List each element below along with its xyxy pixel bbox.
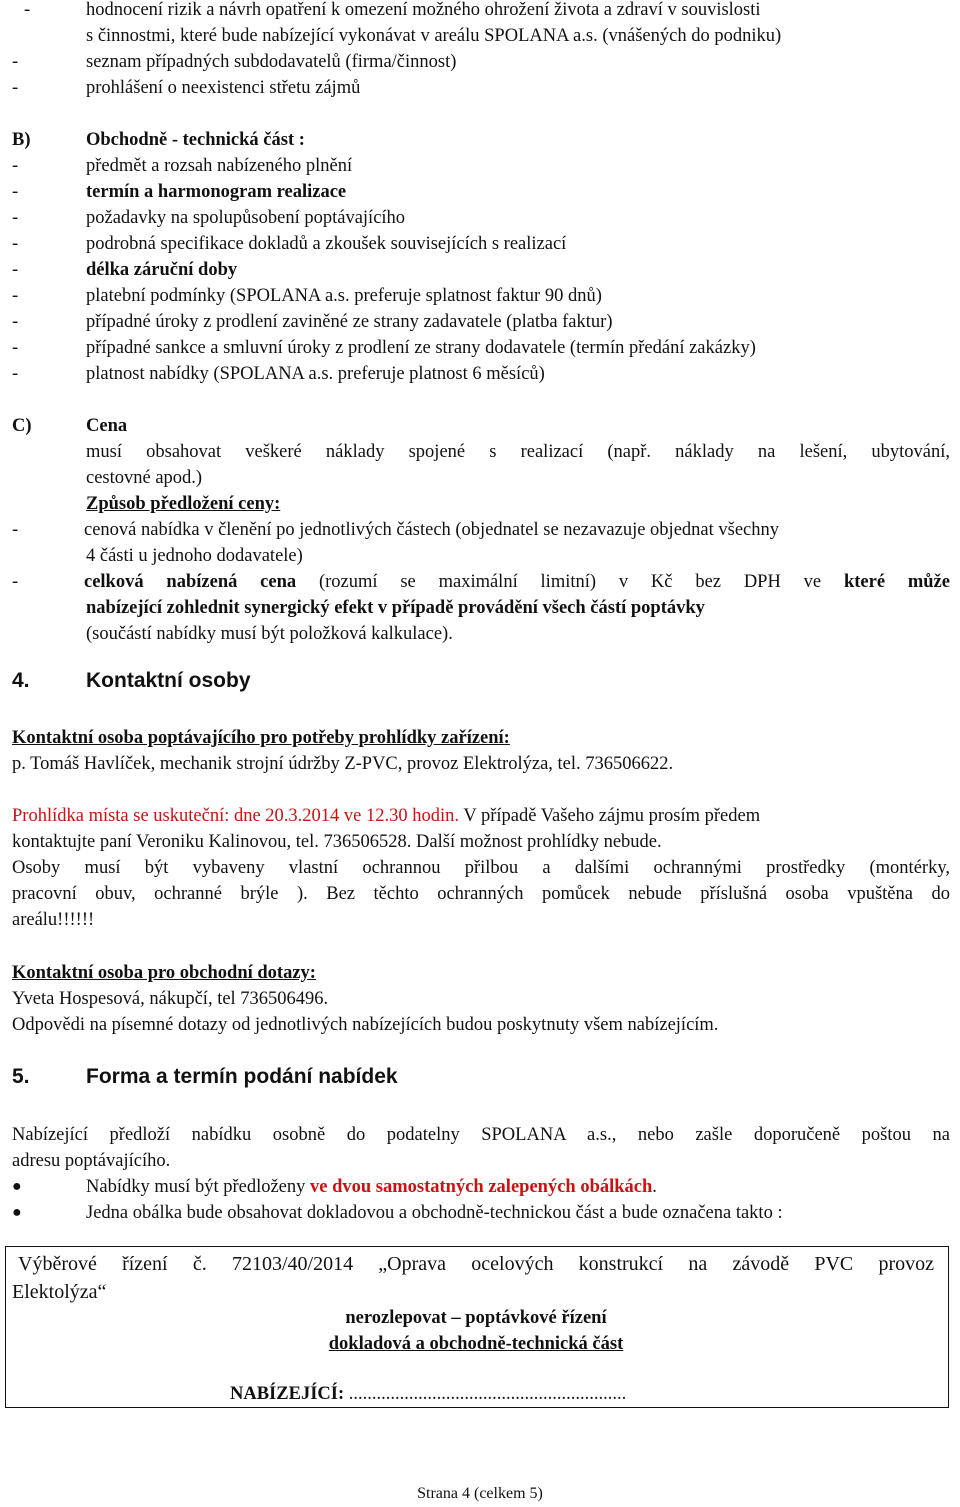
section-c-heading: C) Cena — [12, 416, 128, 436]
envelope-content-label: dokladová a obchodně-technická část — [328, 1334, 624, 1354]
price-description: musí obsahovat veškeré náklady spojené s realizací (např. náklady na lešení, ubytování, — [86, 442, 950, 462]
do-not-open-note: nerozlepovat – poptávkové řízení — [345, 1308, 607, 1328]
tender-title: Výběrové řízení č. 72103/40/2014 „Oprava ocelových konstrukcí na závodě PVC provoz — [18, 1253, 934, 1275]
inspection-contact-heading: Kontaktní osoba poptávajícího pro potřeby prohlídky zařízení: — [12, 728, 510, 748]
section-b-heading: B) Obchodně - technická část : — [12, 130, 305, 150]
safety-note: areálu!!!!!! — [12, 910, 95, 930]
inspection-contact-note: kontaktujte paní Veroniku Kalinovou, tel. 736506528. Další možnost prohlídky nebude. — [12, 832, 662, 852]
commercial-contact-person: Yveta Hospesová, nákupčí, tel 736506496. — [12, 989, 329, 1009]
safety-note: pracovní obuv, ochranné brýle ). Bez těchto ochranných pomůcek nebude příslušná osoba vpuštěna do — [12, 884, 950, 904]
price-description-continuation: cestovné apod.) — [86, 468, 203, 488]
list-item-continuation: s činnostmi, které bude nabízející vykonávat v areálu SPOLANA a.s. (vnášených do podniku) — [86, 26, 782, 46]
submission-paragraph: Nabízející předloží nabídku osobně do podatelny SPOLANA a.s., nebo zašle doporučeně poštou na — [12, 1125, 950, 1145]
commercial-contact-note: Odpovědi na písemné dotazy od jednotlivých nabízejících budou poskytnuty všem nabízejícím. — [12, 1015, 719, 1035]
total-price-line: celková nabízená cena (rozumí se maximální limitní) v Kč bez DPH ve které může — [84, 572, 950, 592]
section-4-heading: 4. Kontaktní osoby — [12, 669, 251, 692]
section-5-heading: 5. Forma a termín podání nabídek — [12, 1065, 398, 1088]
commercial-contact-heading: Kontaktní osoba pro obchodní dotazy: — [12, 963, 316, 983]
bullet-icon: ● — [12, 1204, 22, 1221]
list-item-continuation: 4 části u jednoho dodavatele) — [86, 546, 303, 566]
document-page: - hodnocení rizik a návrh opatření k omezení možného ohrožení života a zdraví v souvislosti s činnostmi, které bude nabízející vykonávat v areálu SPOLANA a.s. (vnášených do podniku) - seznam případných subdodavatelů (firma/činnost) - prohlášení o neexistenci střetu zájmů B) Obchodně - technická část : - předmět a rozsah nabízeného plnění - termín a harmonogram realizace - požadavky na spolupůsobení poptávajícího - podrobná specifikace dokladů a zkoušek souvisejících s realizací - délka záruční doby - platební podmínky (SPOLANA a.s. preferuje splatnost faktur 90 dnů) - případné úroky z prodlení zaviněné ze strany zadavatele (platba faktur) - případné sankce a smluvní úroky z prodlení ze strany dodavatele (termín předání zakázky) - platnost nabídky (SPOLANA a.s. preferuje platnost 6 měsíců) C) Cena musí obsahovat veškeré náklady spojené s realizací (např. náklady na lešení, ubytování, cestovné apod.) Způsob předložení ceny: - cenová nabídka v členění po jednotlivých částech (objednatel se nezavazuje objednat všechny 4 části u jednoho dodavatele) - celková nabízená cena (rozumí se maximální limitní) v Kč bez DPH ve které může nabízející zohlednit synergický efekt v případě provádění všech částí poptávky (součástí nabídky musí být položková kalkulace). 4. Kontaktní osoby Kontaktní osoba poptávajícího pro potřeby prohlídky zařízení: p. Tomáš Havlíček, mechanik strojní údržby Z-PVC, provoz Elektrolýza, tel. 736506622. Prohlídka místa se uskuteční: dne 20.3.2014 ve 12.30 hodin. V případě Vašeho zájmu prosím předem kontaktujte paní Veroniku Kalinovou, tel. 736506528. Další možnost prohlídky nebude. Osoby musí být vybaveny vlastní ochrannou přilbou a dalšími ochrannými prostředky (montérky, pracovní obuv, ochranné brýle ). Bez těchto ochranných pomůcek nebude příslušná osoba vpuštěna do areálu!!!!!! Kontaktní osoba pro obchodní dotazy: Yveta Hospesová, nákupčí, tel 736506496. Odpovědi na písemné dotazy od jednotlivých nabízejících budou poskytnuty všem nabízejícím. 5. Forma a termín podání nabídek Nabízející předloží nabídku osobně do podatelny SPOLANA a.s., nebo zašle doporučeně poštou na adresu poptávajícího. ● Nabídky musí být předloženy ve dvou samostatných zalepených obálkách. ● Jedna obálka bude obsahovat dokladovou a obchodně-technickou část a bude označena takto : Výběrové řízení č. 72103/40/2014 „Oprava ocelových konstrukcí na závodě PVC provoz Elektolýza“ nerozlepovat – poptávkové řízení dokladová a obchodně-technická část NABÍZEJÍCÍ: ............................................................ Strana 4 (celkem 5) — [0, 0, 960, 1507]
bidder-field: NABÍZEJÍCÍ: ............................................................ — [230, 1384, 627, 1404]
bullet-icon: ● — [12, 1178, 22, 1195]
price-method-heading: Způsob předložení ceny: — [86, 494, 281, 514]
page-footer: Strana 4 (celkem 5) — [417, 1485, 543, 1502]
inspection-date: Prohlídka místa se uskuteční: dne 20.3.2014 ve 12.30 hodin. V případě Vašeho zájmu prosím předem — [12, 806, 761, 826]
safety-note: Osoby musí být vybaveny vlastní ochrannou přilbou a dalšími ochrannými prostředky (montérky, — [12, 858, 950, 878]
inspection-contact-person: p. Tomáš Havlíček, mechanik strojní údržby Z-PVC, provoz Elektrolýza, tel. 736506622. — [12, 754, 674, 774]
list-item-continuation: nabízející zohlednit synergický efekt v případě provádění všech částí poptávky — [86, 598, 705, 618]
tender-title-continuation: Elektolýza“ — [12, 1281, 107, 1303]
list-item-continuation: (součástí nabídky musí být položková kalkulace). — [86, 624, 453, 644]
envelope-label-box — [5, 1246, 949, 1408]
submission-paragraph: adresu poptávajícího. — [12, 1151, 171, 1171]
